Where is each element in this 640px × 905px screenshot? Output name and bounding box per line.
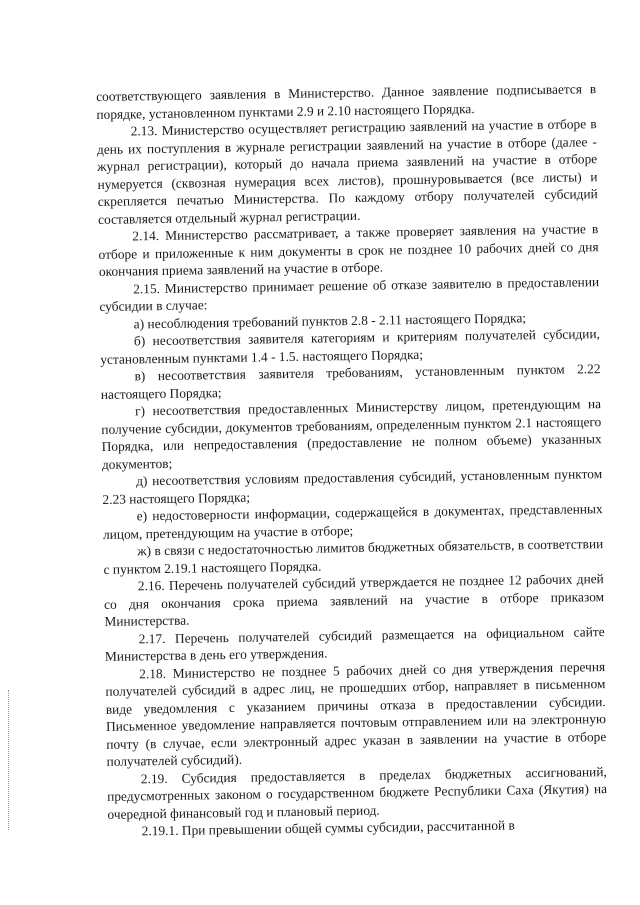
list-item-a: а) несоблюдения требований пунктов 2.8 - 2.11 настоящего Порядка; — [133, 309, 527, 331]
list-item-v: в) несоответствия заявителя требованиям, установленным пунктом 2.22 настоящего Порядка; — [100, 361, 601, 402]
list-item-zh: ж) в связи с недостаточностью лимитов бюджетных обязательств, в соответствии с пунктом 2.19.1 настоящего Порядка. — [103, 536, 604, 577]
paragraph-2-18: 2.18. Министерство не позднее 5 рабочих дней со дня утверждения перечня получателей субсидий в адрес лиц, не прошедших отбор, направляет в письменном виде уведомления с указанием причины отказа в предоставлении субсидии. Письменное уведомление направляется почтовым отправлением или на электронную почту (в случае, если электронный адрес указан в заявлении на участие в отборе получателей субсидий). — [105, 658, 607, 769]
paragraph-continuation: соответствующего заявления в Министерство. Данное заявление подписывается в порядке, установленном пунктами 2.9 и 2.10 настоящего Порядка. — [96, 81, 597, 122]
list-item-g: г) несоответствия предоставленных Министерству лицом, претендующим на получение субсидии, документов требованиям, определенным пунктом 2.1 настоящего Порядка, или непредоставления (предоставление не полном объеме) указанных документов; — [101, 396, 602, 472]
paragraph-2-15: 2.15. Министерство принимает решение об отказе заявителю в предоставлении субсидии в случае: — [99, 273, 600, 314]
paragraph-2-17: 2.17. Перечень получателей субсидий размещается на официальном сайте Министерства в день его утверждения. — [104, 623, 605, 664]
paragraph-2-13: 2.13. Министерство осуществляет регистрацию заявлений на участие в отборе в день их поступления в журнале регистрации заявлений на участие в отборе (далее - журнал регистрации), который до начала приема заявлений на участие в отборе нумеруется (сквозная нумерация всех листов), прошнуровывается (все листы) и скрепляется печатью Министерства. По каждому отбору получателей субсидий составляется отдельный журнал регистрации. — [96, 116, 598, 227]
paragraph-2-19-1: 2.19.1. При превышении общей суммы субсидии, рассчитанной в — [141, 817, 515, 839]
list-item-e: е) недостоверности информации, содержащейся в документах, представленных лицом, претендующим на участие в отборе; — [102, 501, 603, 542]
list-item-d: д) несоответствия условиям предоставления субсидий, установленным пунктом 2.23 настоящего Порядка; — [102, 466, 603, 507]
paragraph-2-19: 2.19. Субсидия предоставляется в пределах бюджетных ассигнований, предусмотренных законом о государственном бюджете Республики Саха (Якутия) на очередной финансовый год и плановый период. — [107, 763, 608, 822]
list-item-b: б) несоответствия заявителя категориям и критериям получателей субсидии, установленным пунктами 1.4 - 1.5. настоящего Порядка; — [100, 326, 601, 367]
paragraph-2-14: 2.14. Министерство рассматривает, а также проверяет заявления на участие в отборе и приложенные к ним документы в срок не позднее 10 рабочих дней со дня окончания приема заявлений на участие в отборе. — [98, 221, 599, 279]
document-body — [96, 80, 608, 840]
paragraph-2-16: 2.16. Перечень получателей субсидий утверждается не позднее 12 рабочих дней со дня окончания срока приема заявлений на участие в отборе приказом Министерства. — [103, 571, 605, 629]
scan-margin-marks — [8, 690, 12, 830]
